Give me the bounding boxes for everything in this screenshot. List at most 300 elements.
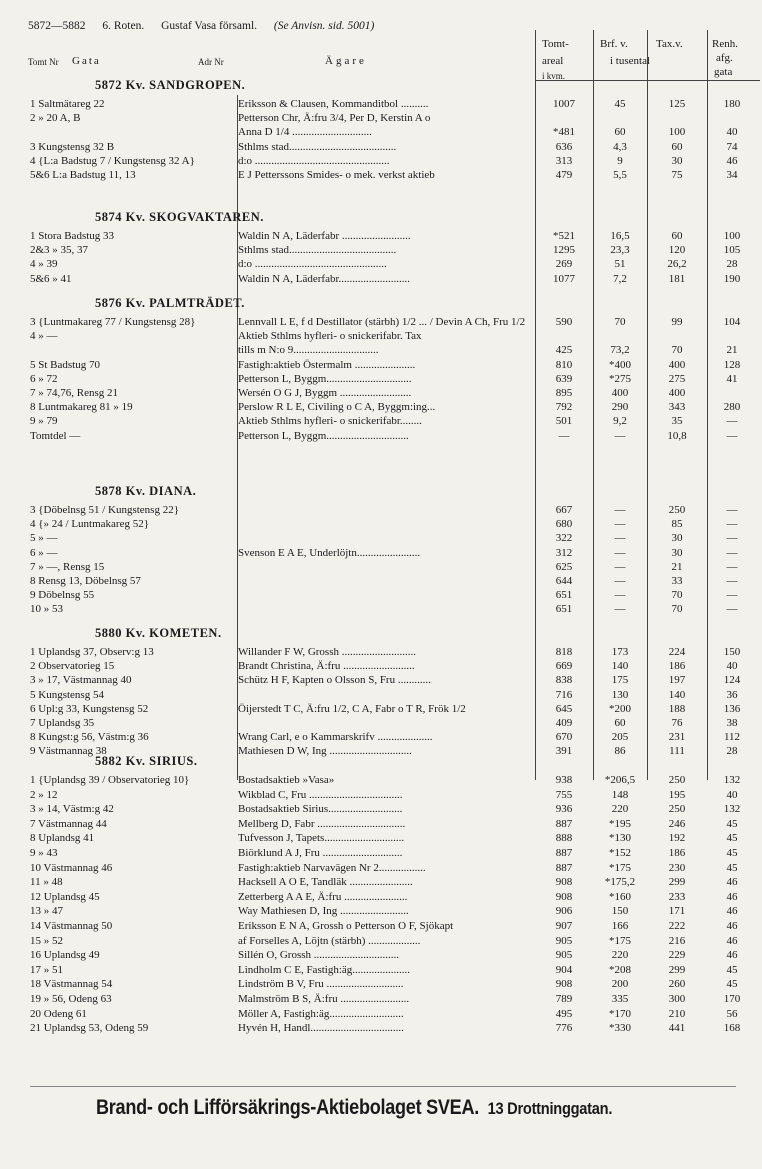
property-address: 8 Kungst:g 56, Västm:g 36 xyxy=(30,731,149,744)
site-area: 904 xyxy=(555,963,573,976)
tax-value: 85 xyxy=(671,518,683,531)
site-area: 322 xyxy=(555,532,573,545)
tax-value: 197 xyxy=(668,674,686,687)
street-fee: 132 xyxy=(723,774,741,786)
tax-value: 111 xyxy=(669,745,685,758)
site-area: 755 xyxy=(555,788,573,801)
fire-insurance-value: — xyxy=(614,560,626,573)
site-area: 1295 xyxy=(553,244,575,257)
tax-value: 10,8 xyxy=(667,429,687,442)
fire-insurance-value: 9 xyxy=(617,154,623,167)
tax-value: 76 xyxy=(671,717,683,729)
tax-value: 300 xyxy=(668,993,686,1005)
table-row xyxy=(0,386,762,400)
property-address: 7 Uplandsg 35 xyxy=(30,717,95,729)
tax-value: 299 xyxy=(668,963,686,976)
site-area: 1077 xyxy=(553,272,575,285)
table-row xyxy=(0,1021,762,1035)
tax-value: 120 xyxy=(668,244,686,257)
site-area: 895 xyxy=(555,387,573,399)
fire-insurance-value: 73,2 xyxy=(610,344,630,357)
property-address: 8 Rensg 13, Döbelnsg 57 xyxy=(30,575,141,587)
street-fee: 136 xyxy=(723,702,741,715)
block-title: 5882 Kv. SIRIUS. xyxy=(95,754,198,768)
tax-value: 216 xyxy=(668,934,686,947)
owner-name: Petterson Chr, Ä:fru 3/4, Per D, Kerstin A o xyxy=(238,112,431,125)
fire-insurance-value: 60 xyxy=(614,717,626,729)
owner-name: Biörklund A J, Fru ............................. xyxy=(238,847,403,859)
table-row xyxy=(0,574,762,588)
street-fee: 40 xyxy=(726,126,738,139)
fire-insurance-value: *275 xyxy=(609,372,631,385)
site-area: 792 xyxy=(555,401,573,414)
owner-name: Malmström B S, Ä:fru ......................... xyxy=(238,993,410,1005)
fire-insurance-value: 45 xyxy=(614,98,626,110)
property-address: 10 » 53 xyxy=(30,603,63,616)
col-agare-header: Ägare xyxy=(325,55,367,67)
col-area-header-3: i kvm. xyxy=(542,71,566,81)
owner-name: Sillén O, Grossh ............................... xyxy=(238,949,400,962)
property-address: 9 Döbelnsg 55 xyxy=(30,589,95,602)
table-row xyxy=(0,846,762,860)
tax-value: 75 xyxy=(671,169,683,181)
site-area: 776 xyxy=(555,1022,573,1035)
table-row xyxy=(0,429,762,443)
street-fee: 46 xyxy=(726,934,738,947)
site-area: 645 xyxy=(555,702,573,715)
table-row xyxy=(0,257,762,271)
property-address: 4 {L:a Badstug 7 / Kungstensg 32 A} xyxy=(30,154,195,167)
tax-value: 400 xyxy=(668,358,686,371)
table-row xyxy=(0,645,762,659)
street-fee: 45 xyxy=(726,817,738,830)
fire-insurance-value: — xyxy=(614,603,626,616)
tax-value: 250 xyxy=(668,803,686,816)
tax-value: 224 xyxy=(668,646,686,658)
col-brf-header: Brf. v. xyxy=(600,38,628,50)
fire-insurance-value: 70 xyxy=(614,316,626,328)
table-row xyxy=(0,688,762,702)
fire-insurance-value: 200 xyxy=(611,978,629,991)
site-area: 680 xyxy=(555,518,573,531)
property-address: 3 {Luntmakareg 77 / Kungstensg 28} xyxy=(30,316,196,328)
site-area: 639 xyxy=(555,372,573,385)
table-row xyxy=(0,229,762,243)
advert-address: 13 Drottninggatan. xyxy=(487,1099,613,1118)
table-row xyxy=(0,343,762,357)
fire-insurance-value: — xyxy=(614,589,626,602)
property-address: 13 » 47 xyxy=(30,905,63,918)
fire-insurance-value: *170 xyxy=(609,1007,631,1020)
street-fee: 38 xyxy=(726,717,738,729)
street-fee: 46 xyxy=(726,154,738,167)
site-area: 667 xyxy=(555,504,573,516)
table-row xyxy=(0,890,762,904)
owner-name: Sthlms stad....................................... xyxy=(238,140,397,153)
block-title: 5880 Kv. KOMETEN. xyxy=(95,626,222,640)
fire-insurance-value: *175 xyxy=(609,861,631,874)
site-area: 716 xyxy=(555,688,573,701)
tax-value: 188 xyxy=(668,702,686,715)
table-row xyxy=(0,861,762,875)
property-address: 1 Uplandsg 37, Observ:g 13 xyxy=(30,646,154,658)
street-fee: 46 xyxy=(726,905,738,918)
site-area: — xyxy=(558,429,570,442)
fire-insurance-value: 335 xyxy=(611,993,629,1005)
site-area: 908 xyxy=(555,978,573,991)
street-fee: 280 xyxy=(723,401,741,414)
street-fee: 46 xyxy=(726,890,738,903)
site-area: 906 xyxy=(555,905,573,918)
roten-label: 6. Roten. xyxy=(102,20,145,32)
tax-value: 30 xyxy=(671,154,683,167)
tax-value: 192 xyxy=(668,832,686,845)
street-fee: 150 xyxy=(723,646,741,658)
site-area: 888 xyxy=(555,832,573,845)
owner-name: af Forselles A, Löjtn (stärbh) ................... xyxy=(238,934,421,947)
fire-insurance-value: 290 xyxy=(611,401,629,414)
fire-insurance-value: *175 xyxy=(609,934,631,947)
table-row xyxy=(0,111,762,125)
property-address: 12 Uplandsg 45 xyxy=(30,890,100,903)
owner-name: Anna D 1/4 ............................. xyxy=(238,126,372,139)
fire-insurance-value: 86 xyxy=(614,745,626,758)
property-address: 5&6 » 41 xyxy=(30,272,72,285)
tax-value: 70 xyxy=(671,603,683,616)
site-area: 313 xyxy=(555,154,573,167)
fire-insurance-value: 23,3 xyxy=(610,244,630,257)
owner-name: Schütz H F, Kapten o Olsson S, Fru ............ xyxy=(238,674,431,687)
site-area: 908 xyxy=(555,890,573,903)
street-fee: — xyxy=(726,518,738,531)
header-rule xyxy=(536,80,760,81)
fire-insurance-value: 220 xyxy=(611,949,629,962)
tax-value: 33 xyxy=(671,575,683,587)
owner-name: Bostadsaktieb Sirius........................... xyxy=(238,803,403,816)
site-area: 636 xyxy=(555,140,573,153)
table-row xyxy=(0,716,762,730)
block-title: 5874 Kv. SKOGVAKTAREN. xyxy=(95,210,264,224)
owner-name: d:o ................................................. xyxy=(238,154,390,167)
table-row xyxy=(0,702,762,716)
site-area: 590 xyxy=(555,316,573,328)
tax-value: 140 xyxy=(668,688,686,701)
street-fee: — xyxy=(726,429,738,442)
site-area: 908 xyxy=(555,876,573,889)
table-row xyxy=(0,948,762,962)
property-address: 6 » — xyxy=(30,546,58,559)
tax-value: 250 xyxy=(668,774,686,786)
block-title: 5872 Kv. SANDGROPEN. xyxy=(95,78,246,92)
street-fee: 46 xyxy=(726,920,738,932)
table-row xyxy=(0,372,762,386)
owner-name: Bostadsaktieb »Vasa» xyxy=(238,774,335,786)
property-address: 21 Uplandsg 53, Odeng 59 xyxy=(30,1022,149,1035)
street-fee: 40 xyxy=(726,660,738,673)
fire-insurance-value: 9,2 xyxy=(613,415,627,428)
tax-value: 400 xyxy=(668,387,686,399)
owner-name: Willander F W, Grossh ........................... xyxy=(238,646,416,658)
table-row xyxy=(0,400,762,414)
owner-name: tills m N:o 9............................... xyxy=(238,344,379,357)
col-area-header-2: areal xyxy=(542,55,564,67)
property-address: 3 Kungstensg 32 B xyxy=(30,140,115,153)
site-area: 651 xyxy=(555,589,573,602)
tax-value: 100 xyxy=(668,126,686,139)
table-row xyxy=(0,992,762,1006)
property-address: 11 » 48 xyxy=(30,876,63,889)
tax-value: 70 xyxy=(671,344,683,357)
fire-insurance-value: — xyxy=(614,532,626,545)
fire-insurance-value: 5,5 xyxy=(613,169,627,181)
site-area: 269 xyxy=(555,258,573,271)
street-fee: 74 xyxy=(726,140,738,153)
col-gata-header: Gata xyxy=(72,55,101,67)
property-address: 8 Luntmakareg 81 » 19 xyxy=(30,401,133,414)
tax-value: 125 xyxy=(668,98,686,110)
fire-insurance-value: 7,2 xyxy=(613,272,627,285)
site-area: 669 xyxy=(555,660,573,673)
street-fee: 21 xyxy=(726,344,738,357)
fire-insurance-value: *208 xyxy=(609,963,631,976)
table-row xyxy=(0,531,762,545)
fire-insurance-value: *152 xyxy=(609,847,631,859)
site-area: 887 xyxy=(555,861,573,874)
property-address: 6 Upl:g 33, Kungstensg 52 xyxy=(30,702,149,715)
street-fee: — xyxy=(726,589,738,602)
property-address: 16 Uplandsg 49 xyxy=(30,949,100,962)
tax-value: 195 xyxy=(668,788,686,801)
tax-value: 250 xyxy=(668,504,686,516)
table-row xyxy=(0,673,762,687)
street-fee: — xyxy=(726,575,738,587)
owner-name: Petterson L, Byggm.............................. xyxy=(238,429,409,442)
street-fee: 168 xyxy=(723,1022,741,1035)
tax-value: 99 xyxy=(671,316,683,328)
owner-name: Mathiesen D W, Ing .............................. xyxy=(238,745,412,758)
street-fee: 46 xyxy=(726,876,738,889)
owner-name: Way Mathiesen D, Ing ......................... xyxy=(238,905,409,918)
property-address: 9 » 43 xyxy=(30,847,58,859)
fire-insurance-value: 205 xyxy=(611,731,629,744)
table-row xyxy=(0,329,762,343)
col-renh-header-1: Renh. xyxy=(712,38,738,50)
tax-value: 186 xyxy=(668,847,686,859)
site-area: 425 xyxy=(555,344,573,357)
table-row xyxy=(0,315,762,329)
property-address: 5 St Badstug 70 xyxy=(30,358,100,371)
property-address: 5&6 L:a Badstug 11, 13 xyxy=(30,169,136,181)
owner-name: Wrang Carl, e o Kammarskrifv .................... xyxy=(238,731,433,744)
table-row xyxy=(0,272,762,286)
tax-value: 343 xyxy=(668,401,686,414)
fire-insurance-value: 400 xyxy=(611,387,629,399)
property-address: 4 » 39 xyxy=(30,258,58,271)
fire-insurance-value: — xyxy=(614,575,626,587)
fire-insurance-value: *200 xyxy=(609,702,631,715)
site-area: 501 xyxy=(555,415,573,428)
owner-name: Mellberg D, Fabr ................................ xyxy=(238,817,406,830)
owner-name: Hyvén H, Handl.................................. xyxy=(238,1022,404,1035)
property-address: 5 Kungstensg 54 xyxy=(30,688,104,701)
table-row xyxy=(0,1007,762,1021)
site-area: 810 xyxy=(555,358,573,371)
tax-value: 230 xyxy=(668,861,686,874)
tax-value: 441 xyxy=(668,1022,686,1035)
owner-name: Wersén O G J, Byggm .......................... xyxy=(238,387,412,399)
site-area: 789 xyxy=(555,993,573,1005)
street-fee: 36 xyxy=(726,688,738,701)
property-address: 2 » 20 A, B xyxy=(30,112,81,125)
reference-note: (Se Anvisn. sid. 5001) xyxy=(273,20,375,32)
fire-insurance-value: *175,2 xyxy=(604,876,636,889)
owner-name: Öijerstedt T C, Ä:fru 1/2, C A, Fabr o T R, Frök 1/2 xyxy=(238,702,466,715)
table-row xyxy=(0,560,762,574)
property-address: 10 Västmannag 46 xyxy=(30,861,113,874)
owner-name: Petterson L, Byggm............................... xyxy=(238,372,412,385)
owner-name: Zetterberg A A E, Ä:fru ....................... xyxy=(238,890,408,903)
property-address: 9 Västmannag 38 xyxy=(30,745,107,758)
street-fee: 112 xyxy=(723,731,741,744)
owner-name: Eriksson & Clausen, Kommanditbol .......... xyxy=(238,98,429,110)
street-fee: 46 xyxy=(726,949,738,962)
fire-insurance-value: 16,5 xyxy=(610,230,630,242)
tax-value: 186 xyxy=(668,660,686,673)
street-fee: 28 xyxy=(726,258,738,271)
site-area: 391 xyxy=(555,745,573,758)
fire-insurance-value: *195 xyxy=(609,817,631,830)
tax-value: 30 xyxy=(671,532,683,545)
owner-name: Wikblad C, Fru .................................. xyxy=(238,788,403,801)
tax-value: 60 xyxy=(671,140,683,153)
property-address: Tomtdel — xyxy=(30,429,81,442)
property-address: 2&3 » 35, 37 xyxy=(30,244,89,257)
site-area: 905 xyxy=(555,949,573,962)
table-row xyxy=(0,802,762,816)
property-address: 20 Odeng 61 xyxy=(30,1007,87,1020)
fire-insurance-value: 130 xyxy=(611,688,629,701)
owner-name: Eriksson E N A, Grossh o Petterson O F, Sjökapt xyxy=(238,920,454,932)
property-address: 18 Västmannag 54 xyxy=(30,978,113,991)
property-address: 1 Stora Badstug 33 xyxy=(30,230,115,242)
owner-name: Möller A, Fastigh:äg........................... xyxy=(238,1007,404,1020)
street-fee: 56 xyxy=(726,1007,738,1020)
site-area: 1007 xyxy=(553,98,575,110)
property-address: 2 » 12 xyxy=(30,788,58,801)
tax-value: 275 xyxy=(668,372,686,385)
property-address: 3 {Döbelnsg 51 / Kungstensg 22} xyxy=(30,504,179,516)
table-row xyxy=(0,977,762,991)
col-renh-header-3: gata xyxy=(714,66,733,78)
site-area: 312 xyxy=(555,546,573,559)
owner-name: Tufvesson J, Tapets............................. xyxy=(238,832,405,845)
owner-name: E J Petterssons Smides- o mek. verkst aktieb xyxy=(238,169,435,181)
owner-name: Lennvall L E, f d Destillator (stärbh) 1/2 ... / Devin A Ch, Fru 1/2 xyxy=(238,316,526,328)
table-row xyxy=(0,875,762,889)
table-row xyxy=(0,963,762,977)
fire-insurance-value: 220 xyxy=(611,803,629,816)
property-address: 14 Västmannag 50 xyxy=(30,920,113,932)
site-area: 936 xyxy=(555,803,573,816)
fire-insurance-value: 150 xyxy=(611,905,629,918)
tax-value: 35 xyxy=(671,415,683,428)
table-row xyxy=(0,773,762,787)
street-fee: 132 xyxy=(723,803,741,816)
street-fee: 124 xyxy=(723,674,741,687)
street-fee: 170 xyxy=(723,993,741,1005)
table-row xyxy=(0,358,762,372)
table-row xyxy=(0,140,762,154)
table-row xyxy=(0,934,762,948)
site-area: 625 xyxy=(555,560,573,573)
tax-value: 30 xyxy=(671,546,683,559)
fire-insurance-value: *130 xyxy=(609,832,631,845)
tax-value: 26,2 xyxy=(667,258,687,271)
table-row xyxy=(0,817,762,831)
col-tax-header: Tax.v. xyxy=(656,38,683,50)
owner-name: Waldin N A, Läderfabr ......................... xyxy=(238,230,411,242)
street-fee: — xyxy=(726,546,738,559)
site-area: 495 xyxy=(555,1007,573,1020)
street-fee: — xyxy=(726,560,738,573)
fire-insurance-value: 173 xyxy=(611,646,629,658)
table-row xyxy=(0,588,762,602)
owner-name: Brandt Christina, Ä:fru .......................... xyxy=(238,660,415,673)
table-row xyxy=(0,602,762,616)
table-row xyxy=(0,97,762,111)
owner-name: Waldin N A, Läderfabr.......................... xyxy=(238,272,411,285)
tax-value: 210 xyxy=(668,1007,686,1020)
property-address: 3 » 17, Västmannag 40 xyxy=(30,674,132,687)
fire-insurance-value: *206,5 xyxy=(604,774,636,786)
fire-insurance-value: *160 xyxy=(609,890,631,903)
property-address: 2 Observatorieg 15 xyxy=(30,660,115,673)
fire-insurance-value: 175 xyxy=(611,674,629,687)
street-fee: 40 xyxy=(726,788,738,801)
table-row xyxy=(0,503,762,517)
owner-name: Aktieb Sthlms hyfleri- o snickerifabr. Tax xyxy=(238,330,422,343)
owner-name: Sthlms stad....................................... xyxy=(238,244,397,257)
property-address: 7 Västmannag 44 xyxy=(30,817,107,830)
owner-name: Lindström B V, Fru ............................ xyxy=(238,978,404,991)
owner-name: d:o ................................................ xyxy=(238,258,387,271)
table-row xyxy=(0,517,762,531)
table-row xyxy=(0,414,762,428)
fire-insurance-value: *330 xyxy=(609,1022,631,1035)
street-fee: 45 xyxy=(726,978,738,991)
owner-name: Fastigh:aktieb Narvavägen Nr 2................. xyxy=(238,861,426,874)
tax-value: 222 xyxy=(668,920,686,932)
advert-name: Brand- och Lifförsäkrings-Aktiebolaget SVEA. xyxy=(96,1096,480,1119)
property-address: 6 » 72 xyxy=(30,372,58,385)
property-address: 7 » —, Rensg 15 xyxy=(30,560,105,573)
property-address: 4 {» 24 / Luntmakareg 52} xyxy=(30,518,150,531)
tax-value: 260 xyxy=(668,978,686,991)
street-fee: 45 xyxy=(726,832,738,845)
street-fee: 100 xyxy=(723,230,741,242)
table-row xyxy=(0,546,762,560)
table-row xyxy=(0,788,762,802)
page-range: 5872—5882 xyxy=(28,20,86,32)
street-fee: 34 xyxy=(726,169,738,181)
site-area: 409 xyxy=(555,717,573,729)
tax-value: 21 xyxy=(671,560,683,573)
col-area-header-1: Tomt- xyxy=(542,38,569,50)
fire-insurance-value: 140 xyxy=(611,660,629,673)
site-area: 651 xyxy=(555,603,573,616)
tax-value: 171 xyxy=(668,905,686,918)
site-area: 818 xyxy=(555,646,573,658)
